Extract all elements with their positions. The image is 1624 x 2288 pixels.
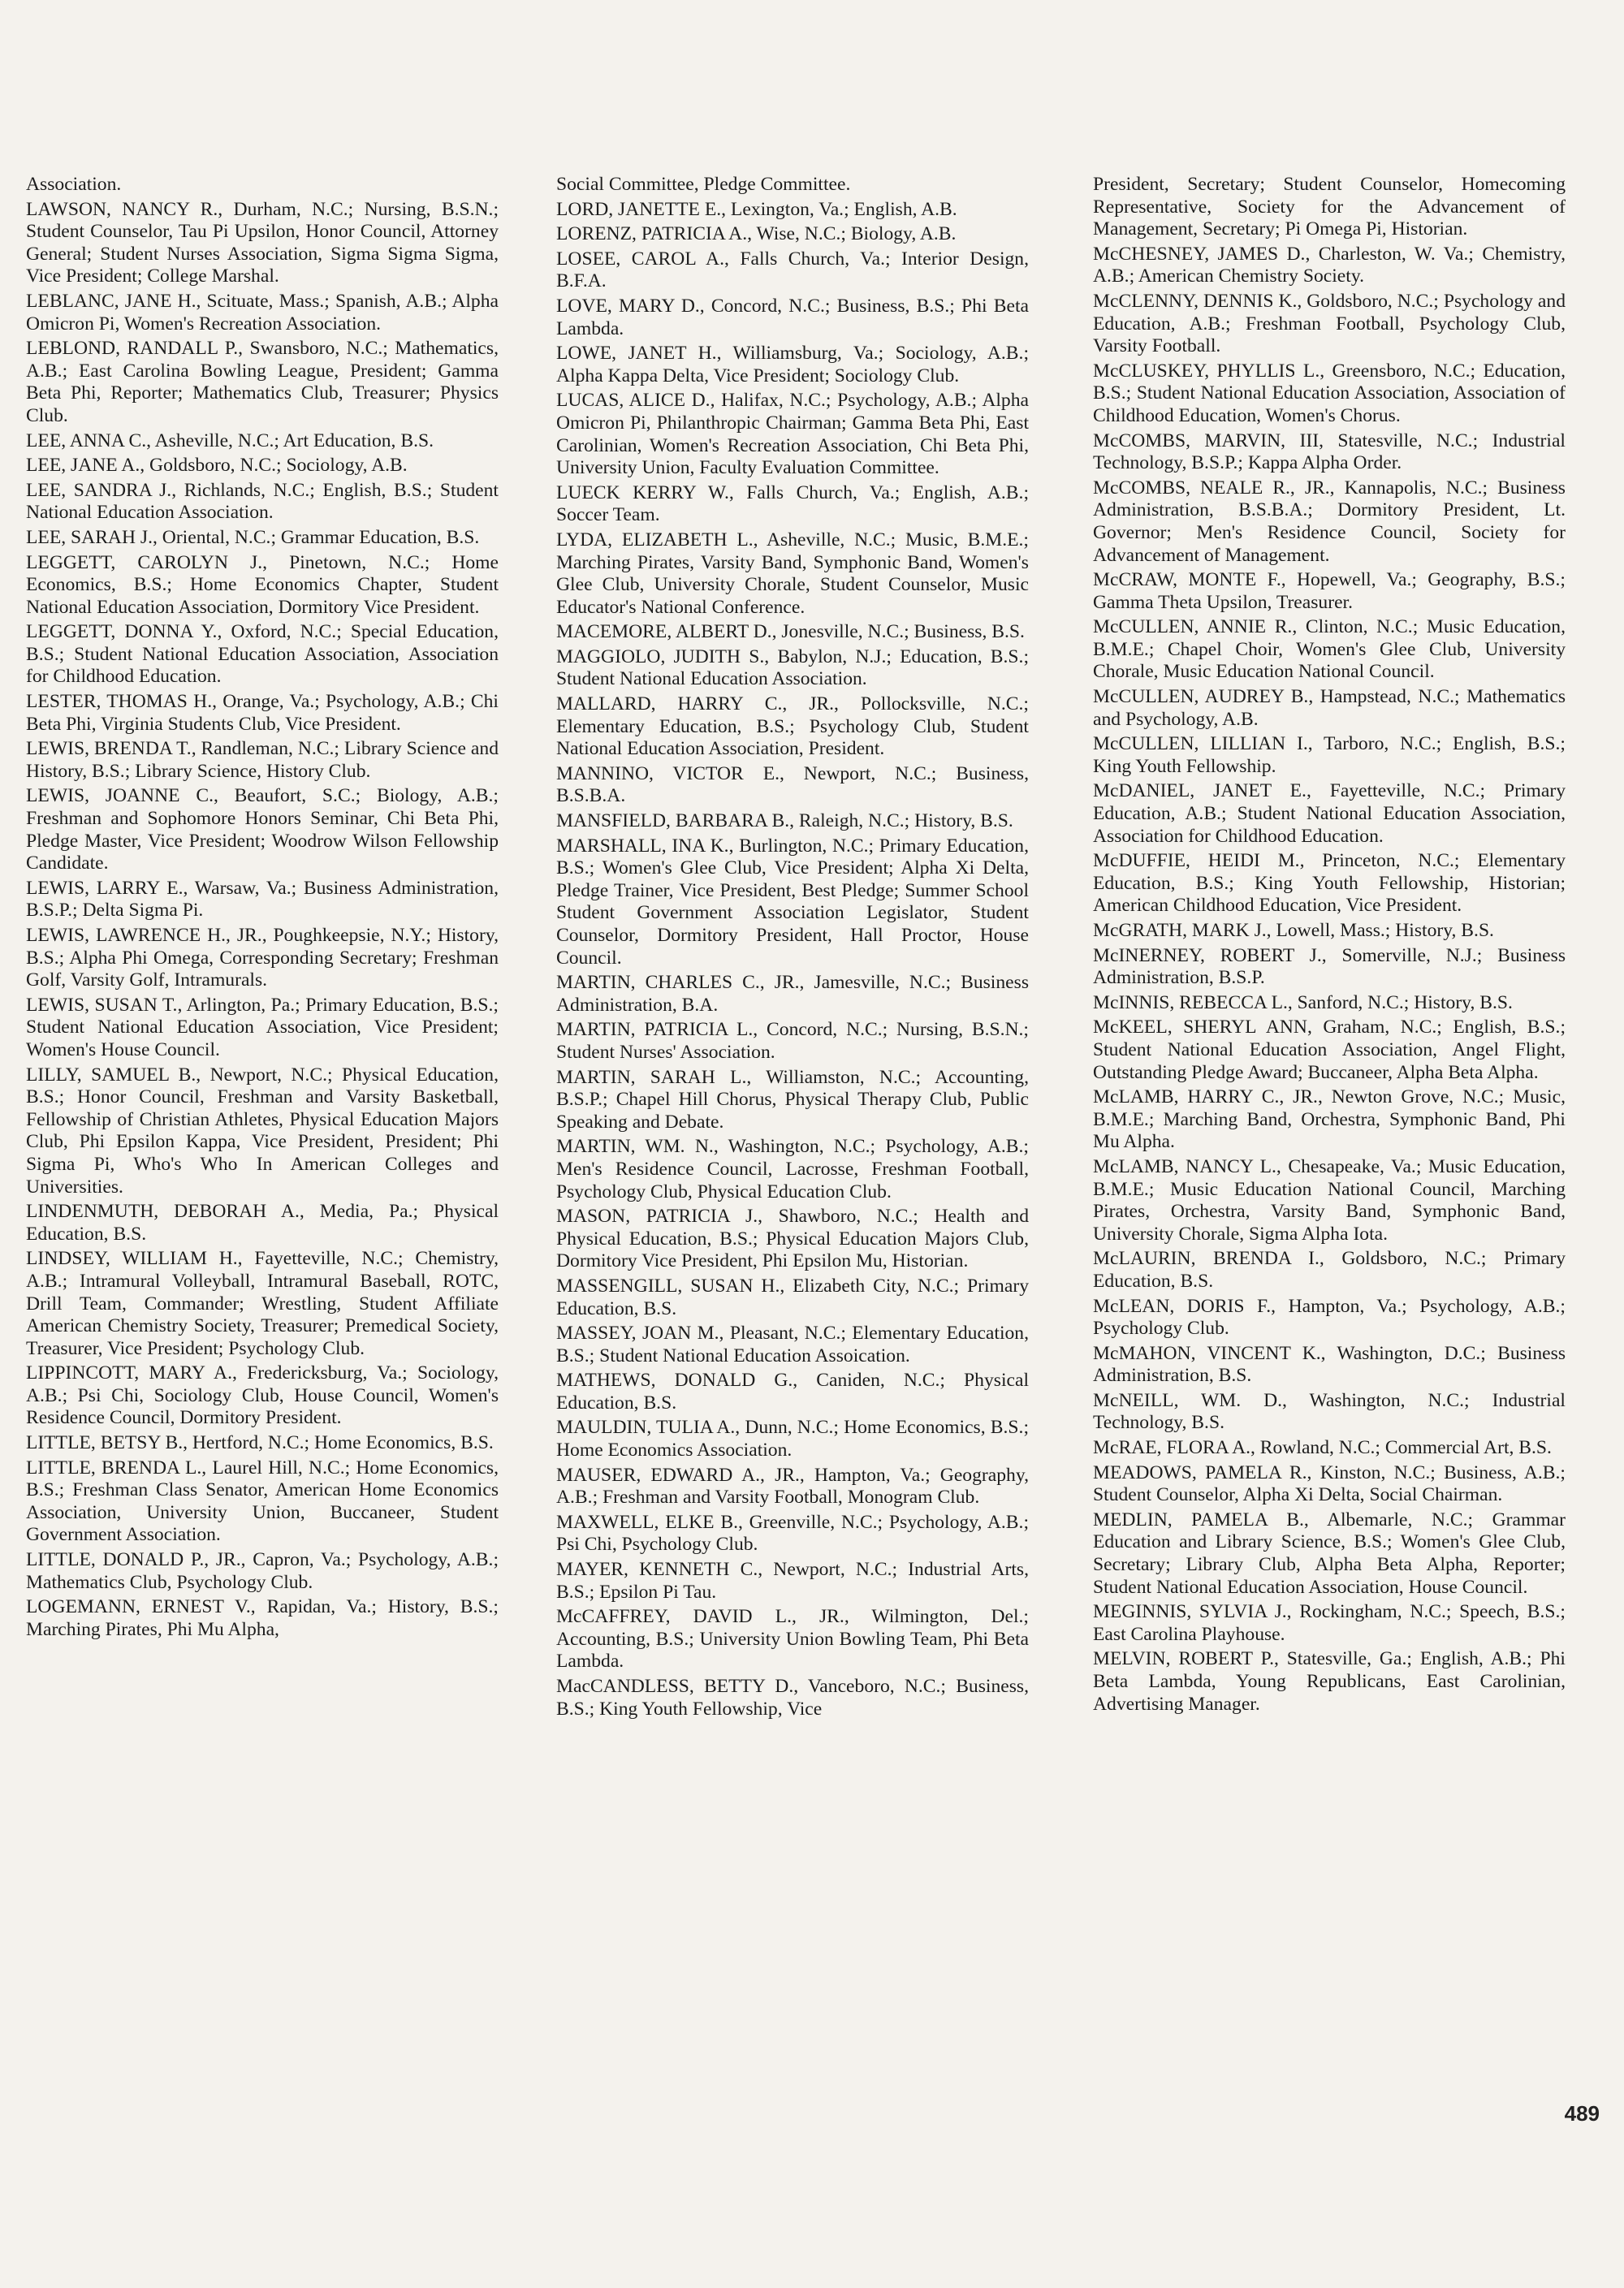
entry: LORENZ, PATRICIA A., Wise, N.C.; Biology, A.B. bbox=[556, 223, 957, 245]
entry: LINDENMUTH, DEBORAH A., Media, Pa.; Physical Education, B.S. bbox=[26, 1201, 499, 1245]
entry: MANNINO, VICTOR E., Newport, N.C.; Business, B.S.B.A. bbox=[556, 762, 1029, 807]
entry: MANSFIELD, BARBARA B., Raleigh, N.C.; History, B.S. bbox=[556, 810, 1013, 832]
entry: MAUSER, EDWARD A., JR., Hampton, Va.; Geography, A.B.; Freshman and Varsity Football, Monogram Club. bbox=[556, 1464, 1029, 1509]
entry: LEBLANC, JANE H., Scituate, Mass.; Spanish, A.B.; Alpha Omicron Pi, Women's Recreation Association. bbox=[26, 290, 499, 335]
entry: LAWSON, NANCY R., Durham, N.C.; Nursing, B.S.N.; Student Counselor, Tau Pi Upsilon, Honor Council, Attorney General; Student Nurses Association, Sigma Sigma Sigma, Vice President; College Marshal. bbox=[26, 198, 499, 287]
entry: McLEAN, DORIS F., Hampton, Va.; Psychology, A.B.; Psychology Club. bbox=[1093, 1295, 1566, 1340]
entry: MARTIN, SARAH L., Williamston, N.C.; Accounting, B.S.P.; Chapel Hill Chorus, Physical Therapy Club, Public Speaking and Debate. bbox=[556, 1066, 1029, 1133]
entry: MELVIN, ROBERT P., Statesville, Ga.; English, A.B.; Phi Beta Lambda, Young Republicans, East Carolinian, Advertising Manager. bbox=[1093, 1648, 1566, 1715]
entry: LILLY, SAMUEL B., Newport, N.C.; Physical Education, B.S.; Honor Council, Freshman and Varsity Basketball, Fellowship of Christian Athletes, Physical Education Majors Club, Phi Epsilon Kappa, Vice President, President; Phi Sigma Pi, Who's Who In American Colleges and Universities. bbox=[26, 1064, 499, 1198]
entry: MARSHALL, INA K., Burlington, N.C.; Primary Education, B.S.; Women's Glee Club, Vice President; Alpha Xi Delta, Pledge Trainer, Vice President, Best Pledge; Summer School Student Government Association Legislator, Student Counselor, Dormitory President, Hall Proctor, House Council. bbox=[556, 835, 1029, 969]
entry: McKEEL, SHERYL ANN, Graham, N.C.; English, B.S.; Student National Education Association, Angel Flight, Outstanding Pledge Award; Buccaneer, Alpha Beta Alpha. bbox=[1093, 1017, 1566, 1083]
entry: LYDA, ELIZABETH L., Asheville, N.C.; Music, B.M.E.; Marching Pirates, Varsity Band, Symphonic Band, Women's Glee Club, University Chorale, Student Counselor, Music Educator's National Conference. bbox=[556, 529, 1029, 618]
entry: MAXWELL, ELKE B., Greenville, N.C.; Psychology, A.B.; Psi Chi, Psychology Club. bbox=[556, 1511, 1029, 1556]
entry: McCOMBS, MARVIN, III, Statesville, N.C.; Industrial Technology, B.S.P.; Kappa Alpha Order. bbox=[1093, 430, 1566, 474]
entry: LINDSEY, WILLIAM H., Fayetteville, N.C.; Chemistry, A.B.; Intramural Volleyball, Intramural Baseball, ROTC, Drill Team, Commander; Wrestling, Student Affiliate American Chemistry Society, Treasurer; Premedical Society, Treasurer, Vice President; Psychology Club. bbox=[26, 1248, 499, 1359]
entry: MAGGIOLO, JUDITH S., Babylon, N.J.; Education, B.S.; Student National Education Association. bbox=[556, 645, 1029, 690]
entry: LEWIS, BRENDA T., Randleman, N.C.; Library Science and History, B.S.; Library Science, History Club. bbox=[26, 738, 499, 782]
entry: McCAFFREY, DAVID L., JR., Wilmington, Del.; Accounting, B.S.; University Union Bowling Team, Phi Beta Lambda. bbox=[556, 1606, 1029, 1673]
entry: LITTLE, BRENDA L., Laurel Hill, N.C.; Home Economics, B.S.; Freshman Class Senator, American Home Economics Association, University Union, Buccaneer, Student Government Association. bbox=[26, 1457, 499, 1546]
entry: LOGEMANN, ERNEST V., Rapidan, Va.; History, B.S.; Marching Pirates, Phi Mu Alpha, bbox=[26, 1596, 499, 1640]
entry: Social Committee, Pledge Committee. bbox=[556, 174, 851, 195]
entry: LEGGETT, DONNA Y., Oxford, N.C.; Special Education, B.S.; Student National Education Association, Association for Childhood Education. bbox=[26, 621, 499, 688]
entry: McINNIS, REBECCA L., Sanford, N.C.; History, B.S. bbox=[1093, 991, 1513, 1013]
entry: LEWIS, LAWRENCE H., JR., Poughkeepsie, N.Y.; History, B.S.; Alpha Phi Omega, Corresponding Secretary; Freshman Golf, Varsity Golf, Intramurals. bbox=[26, 925, 499, 991]
entry: MAYER, KENNETH C., Newport, N.C.; Industrial Arts, B.S.; Epsilon Pi Tau. bbox=[556, 1559, 1029, 1603]
entry: McLAMB, NANCY L., Chesapeake, Va.; Music Education, B.M.E.; Music Education National Council, Marching Pirates, Orchestra, Varsity Band, Symphonic Band, University Chorale, Sigma Alpha Iota. bbox=[1093, 1155, 1566, 1245]
entry: McCHESNEY, JAMES D., Charleston, W. Va.; Chemistry, A.B.; American Chemistry Society. bbox=[1093, 243, 1566, 287]
entry: LEWIS, LARRY E., Warsaw, Va.; Business Administration, B.S.P.; Delta Sigma Pi. bbox=[26, 877, 499, 922]
entry: MEDLIN, PAMELA B., Albemarle, N.C.; Grammar Education and Library Science, B.S.; Women's Glee Club, Secretary; Library Club, Alpha Beta Alpha, Reporter; Student National Education Association, House Council. bbox=[1093, 1509, 1566, 1598]
entry: MASON, PATRICIA J., Shawboro, N.C.; Health and Physical Education, B.S.; Physical Education Majors Club, Dormitory Vice President, Phi Epsilon Mu, Historian. bbox=[556, 1206, 1029, 1272]
entry: LEE, ANNA C., Asheville, N.C.; Art Education, B.S. bbox=[26, 430, 434, 451]
entry: LITTLE, DONALD P., JR., Capron, Va.; Psychology, A.B.; Mathematics Club, Psychology Club. bbox=[26, 1549, 499, 1593]
entry: McGRATH, MARK J., Lowell, Mass.; History, B.S. bbox=[1093, 920, 1494, 941]
entry: McRAE, FLORA A., Rowland, N.C.; Commercial Art, B.S. bbox=[1093, 1437, 1552, 1459]
entry: LEWIS, JOANNE C., Beaufort, S.C.; Biology, A.B.; Freshman and Sophomore Honors Seminar, Chi Beta Phi, Pledge Master, Vice President; Woodrow Wilson Fellowship Candidate. bbox=[26, 785, 499, 874]
entry: MARTIN, CHARLES C., JR., Jamesville, N.C.; Business Administration, B.A. bbox=[556, 972, 1029, 1016]
entry: MACEMORE, ALBERT D., Jonesville, N.C.; Business, B.S. bbox=[556, 621, 1025, 643]
entry: LITTLE, BETSY B., Hertford, N.C.; Home Economics, B.S. bbox=[26, 1432, 494, 1454]
entry: McCOMBS, NEALE R., JR., Kannapolis, N.C.; Business Administration, B.S.B.A.; Dormitory President, Lt. Governor; Men's Residence Council, Society for Advancement of Management. bbox=[1093, 477, 1566, 566]
entry: McCRAW, MONTE F., Hopewell, Va.; Geography, B.S.; Gamma Theta Upsilon, Treasurer. bbox=[1093, 569, 1566, 613]
entry: LEE, SARAH J., Oriental, N.C.; Grammar Education, B.S. bbox=[26, 526, 480, 548]
entry: MALLARD, HARRY C., JR., Pollocksville, N.C.; Elementary Education, B.S.; Psychology Club, Student National Education Association, President. bbox=[556, 693, 1029, 760]
entry: MATHEWS, DONALD G., Caniden, N.C.; Physical Education, B.S. bbox=[556, 1370, 1029, 1414]
entry: McDUFFIE, HEIDI M., Princeton, N.C.; Elementary Education, B.S.; King Youth Fellowship, Historian; American Childhood Education, Vice President. bbox=[1093, 850, 1566, 917]
entry: President, Secretary; Student Counselor, Homecoming Representative, Society for the Advancement of Management, Secretary; Pi Omega Pi, Historian. bbox=[1093, 174, 1566, 240]
column-right bbox=[1093, 174, 1566, 1718]
entry: LESTER, THOMAS H., Orange, Va.; Psychology, A.B.; Chi Beta Phi, Virginia Students Club, Vice President. bbox=[26, 691, 499, 735]
entry: MASSEY, JOAN M., Pleasant, N.C.; Elementary Education, B.S.; Student National Education Assoication. bbox=[556, 1323, 1029, 1366]
entry: LUCAS, ALICE D., Halifax, N.C.; Psychology, A.B.; Alpha Omicron Pi, Philanthropic Chairman; Gamma Beta Phi, East Carolinian, Women's Recreation Association, Chi Beta Phi, University Union, Faculty Evaluation Committee. bbox=[556, 390, 1029, 479]
entry: LEGGETT, CAROLYN J., Pinetown, N.C.; Home Economics, B.S.; Home Economics Chapter, Student National Education Association, Dormitory Vice President. bbox=[26, 551, 499, 618]
entry: MAULDIN, TULIA A., Dunn, N.C.; Home Economics, B.S.; Home Economics Association. bbox=[556, 1417, 1029, 1461]
entry: MEADOWS, PAMELA R., Kinston, N.C.; Business, A.B.; Student Counselor, Alpha Xi Delta, Social Chairman. bbox=[1093, 1461, 1566, 1506]
entry: McLAMB, HARRY C., JR., Newton Grove, N.C.; Music, B.M.E.; Marching Band, Orchestra, Symphonic Band, Phi Mu Alpha. bbox=[1093, 1086, 1566, 1153]
entry: MASSENGILL, SUSAN H., Elizabeth City, N.C.; Primary Education, B.S. bbox=[556, 1275, 1029, 1319]
entry: McDANIEL, JANET E., Fayetteville, N.C.; Primary Education, A.B.; Student National Education Association, Association for Childhood Education. bbox=[1093, 780, 1566, 847]
entry: McCLENNY, DENNIS K., Goldsboro, N.C.; Psychology and Education, A.B.; Freshman Football, Psychology Club, Varsity Football. bbox=[1093, 290, 1566, 357]
entry: Association. bbox=[26, 174, 122, 195]
entry: LEWIS, SUSAN T., Arlington, Pa.; Primary Education, B.S.; Student National Education Association, Vice President; Women's House Council. bbox=[26, 994, 499, 1060]
page-number: 489 bbox=[1564, 2101, 1600, 2126]
entry: McMAHON, VINCENT K., Washington, D.C.; Business Administration, B.S. bbox=[1093, 1342, 1566, 1387]
column-middle bbox=[556, 174, 1029, 1723]
entry: McCLUSKEY, PHYLLIS L., Greensboro, N.C.; Education, B.S.; Student National Education Association, Association of Childhood Education, Women's Chorus. bbox=[1093, 360, 1566, 426]
entry: McLAURIN, BRENDA I., Goldsboro, N.C.; Primary Education, B.S. bbox=[1093, 1248, 1566, 1292]
entry: McCULLEN, ANNIE R., Clinton, N.C.; Music Education, B.M.E.; Chapel Choir, Women's Glee Club, University Chorale, Music Education National Council. bbox=[1093, 616, 1566, 683]
entry: MARTIN, WM. N., Washington, N.C.; Psychology, A.B.; Men's Residence Council, Lacrosse, Freshman Football, Psychology Club, Physical Education Club. bbox=[556, 1136, 1029, 1202]
entry: LUECK KERRY W., Falls Church, Va.; English, A.B.; Soccer Team. bbox=[556, 481, 1029, 526]
entry: LEE, JANE A., Goldsboro, N.C.; Sociology, A.B. bbox=[26, 455, 408, 477]
entry: McINERNEY, ROBERT J., Somerville, N.J.; Business Administration, B.S.P. bbox=[1093, 944, 1566, 989]
entry: LEE, SANDRA J., Richlands, N.C.; English, B.S.; Student National Education Association. bbox=[26, 479, 499, 524]
entry: MARTIN, PATRICIA L., Concord, N.C.; Nursing, B.S.N.; Student Nurses' Association. bbox=[556, 1019, 1029, 1063]
entry: McCULLEN, AUDREY B., Hampstead, N.C.; Mathematics and Psychology, A.B. bbox=[1093, 686, 1566, 730]
entry: LIPPINCOTT, MARY A., Fredericksburg, Va.; Sociology, A.B.; Psi Chi, Sociology Club, House Council, Women's Residence Council, Dormitory President. bbox=[26, 1362, 499, 1429]
entry: McNEILL, WM. D., Washington, N.C.; Industrial Technology, B.S. bbox=[1093, 1389, 1566, 1434]
column-left bbox=[26, 174, 499, 1643]
entry: LOWE, JANET H., Williamsburg, Va.; Sociology, A.B.; Alpha Kappa Delta, Vice President; Sociology Club. bbox=[556, 343, 1029, 386]
entry: MacCANDLESS, BETTY D., Vanceboro, N.C.; Business, B.S.; King Youth Fellowship, Vice bbox=[556, 1676, 1029, 1720]
entry: McCULLEN, LILLIAN I., Tarboro, N.C.; English, B.S.; King Youth Fellowship. bbox=[1093, 733, 1566, 777]
entry: LORD, JANETTE E., Lexington, Va.; English, A.B. bbox=[556, 198, 957, 220]
entry: LEBLOND, RANDALL P., Swansboro, N.C.; Mathematics, A.B.; East Carolina Bowling League, President; Gamma Beta Phi, Reporter; Mathematics Club, Treasurer; Physics Club. bbox=[26, 338, 499, 426]
entry: LOVE, MARY D., Concord, N.C.; Business, B.S.; Phi Beta Lambda. bbox=[556, 295, 1029, 339]
entry: MEGINNIS, SYLVIA J., Rockingham, N.C.; Speech, B.S.; East Carolina Playhouse. bbox=[1093, 1601, 1566, 1645]
entry: LOSEE, CAROL A., Falls Church, Va.; Interior Design, B.F.A. bbox=[556, 248, 1029, 292]
